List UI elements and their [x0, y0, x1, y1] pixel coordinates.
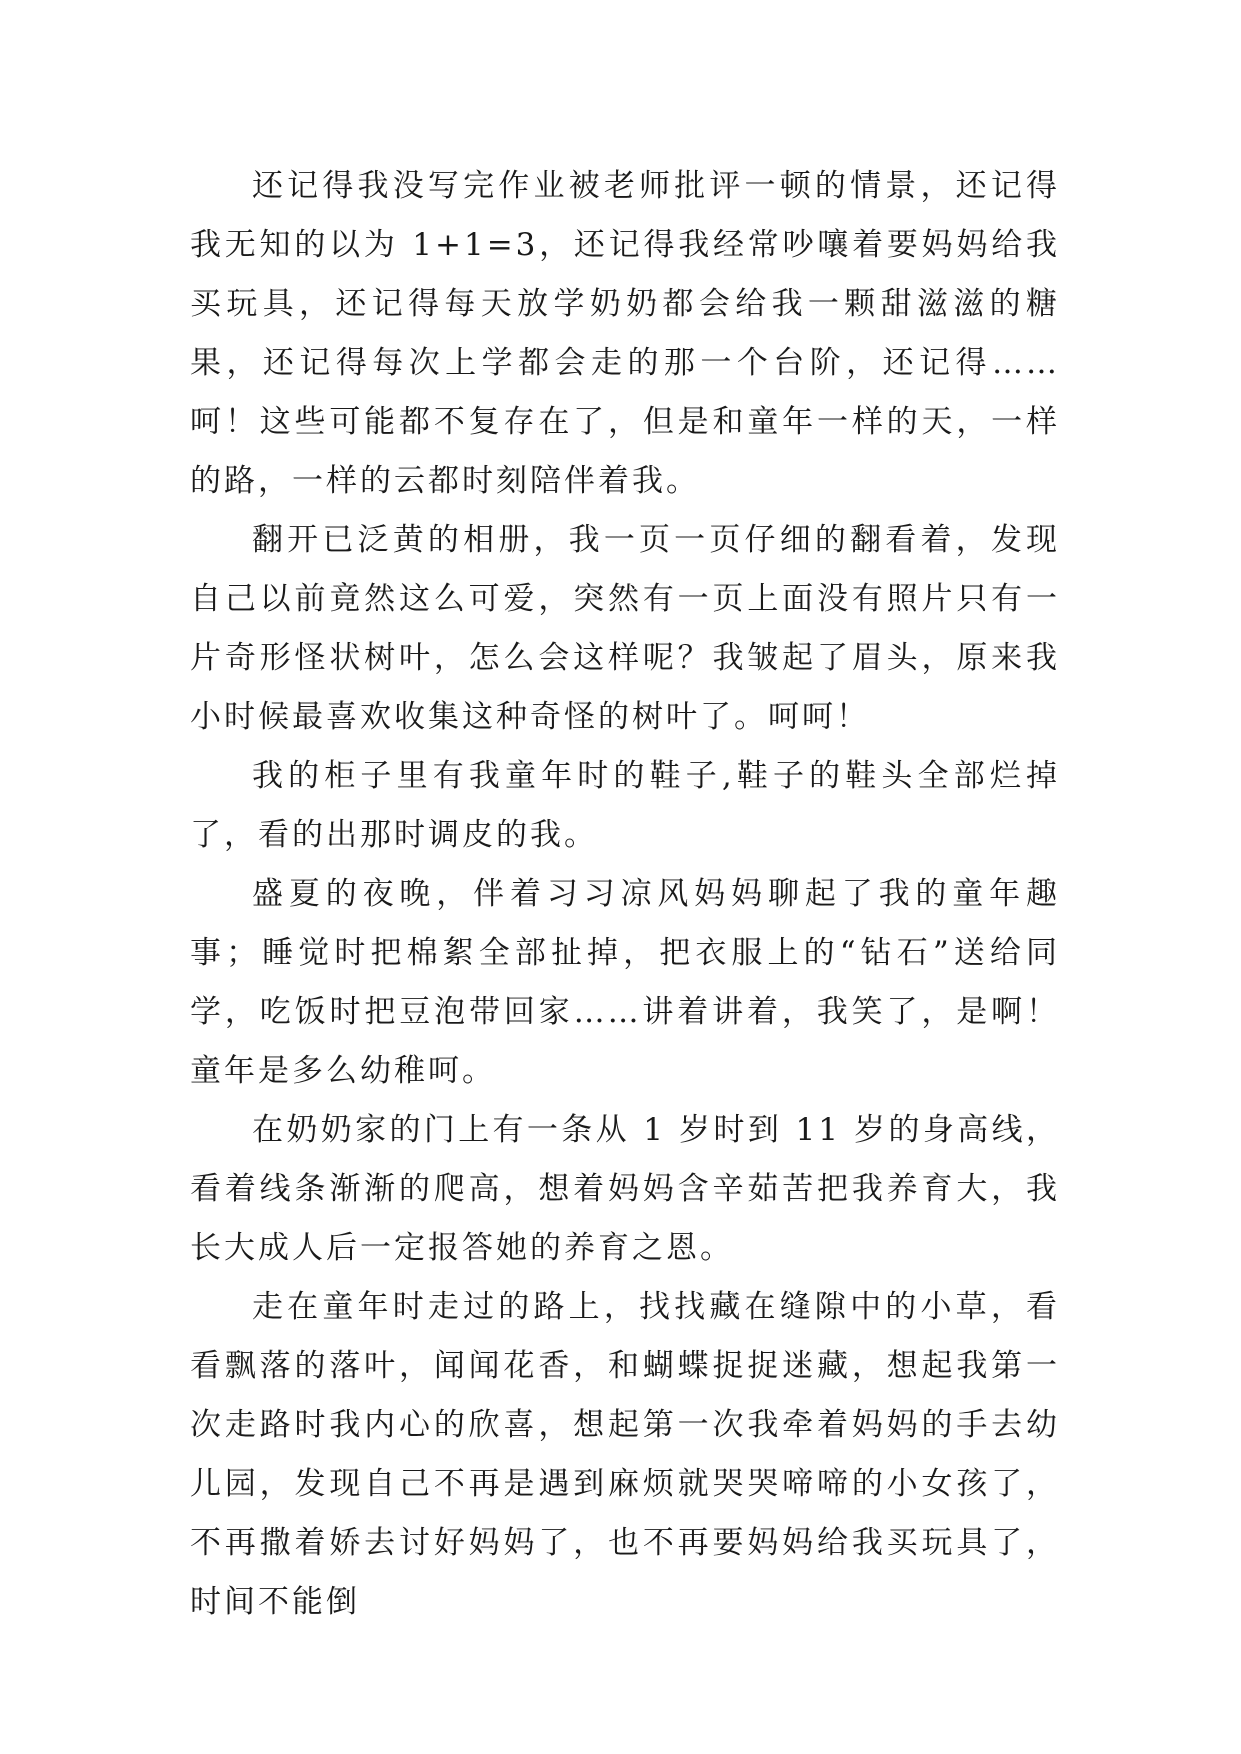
paragraph-2: 翻开已泛黄的相册，我一页一页仔细的翻看着，发现自己以前竟然这么可爱，突然有一页上面没有照片只有一片奇形怪状树叶，怎么会这样呢？我皱起了眉头，原来我小时候最喜欢收集这种奇怪的树叶了。呵呵！: [190, 522, 1060, 735]
paragraph-3: 我的柜子里有我童年时的鞋子,鞋子的鞋头全部烂掉了，看的出那时调皮的我。: [190, 758, 1060, 853]
paragraph-6: 走在童年时走过的路上，找找藏在缝隙中的小草，看看飘落的落叶，闻闻花香，和蝴蝶捉捉迷藏，想起我第一次走路时我内心的欣喜，想起第一次我牵着妈妈的手去幼儿园，发现自己不再是遇到麻烦就哭哭啼啼的小女孩了，不再撒着娇去讨好妈妈了，也不再要妈妈给我买玩具了，时间不能倒: [190, 1289, 1060, 1620]
document-body: [190, 157, 1060, 1632]
paragraph-5: 在奶奶家的门上有一条从 1 岁时到 11 岁的身高线，看着线条渐渐的爬高，想着妈妈含辛茹苦把我养育大，我长大成人后一定报答她的养育之恩。: [190, 1112, 1060, 1266]
paragraph-1: 还记得我没写完作业被老师批评一顿的情景，还记得我无知的以为 1+1=3，还记得我经常吵嚷着要妈妈给我买玩具，还记得每天放学奶奶都会给我一颗甜滋滋的糖果，还记得每次上学都会走的那一个台阶，还记得……呵！这些可能都不复存在了，但是和童年一样的天，一样的路，一样的云都时刻陪伴着我。: [190, 168, 1060, 499]
paragraph-4: 盛夏的夜晚，伴着习习凉风妈妈聊起了我的童年趣事；睡觉时把棉絮全部扯掉，把衣服上的“钻石”送给同学，吃饭时把豆泡带回家……讲着讲着，我笑了，是啊！童年是多么幼稚呵。: [190, 876, 1060, 1089]
